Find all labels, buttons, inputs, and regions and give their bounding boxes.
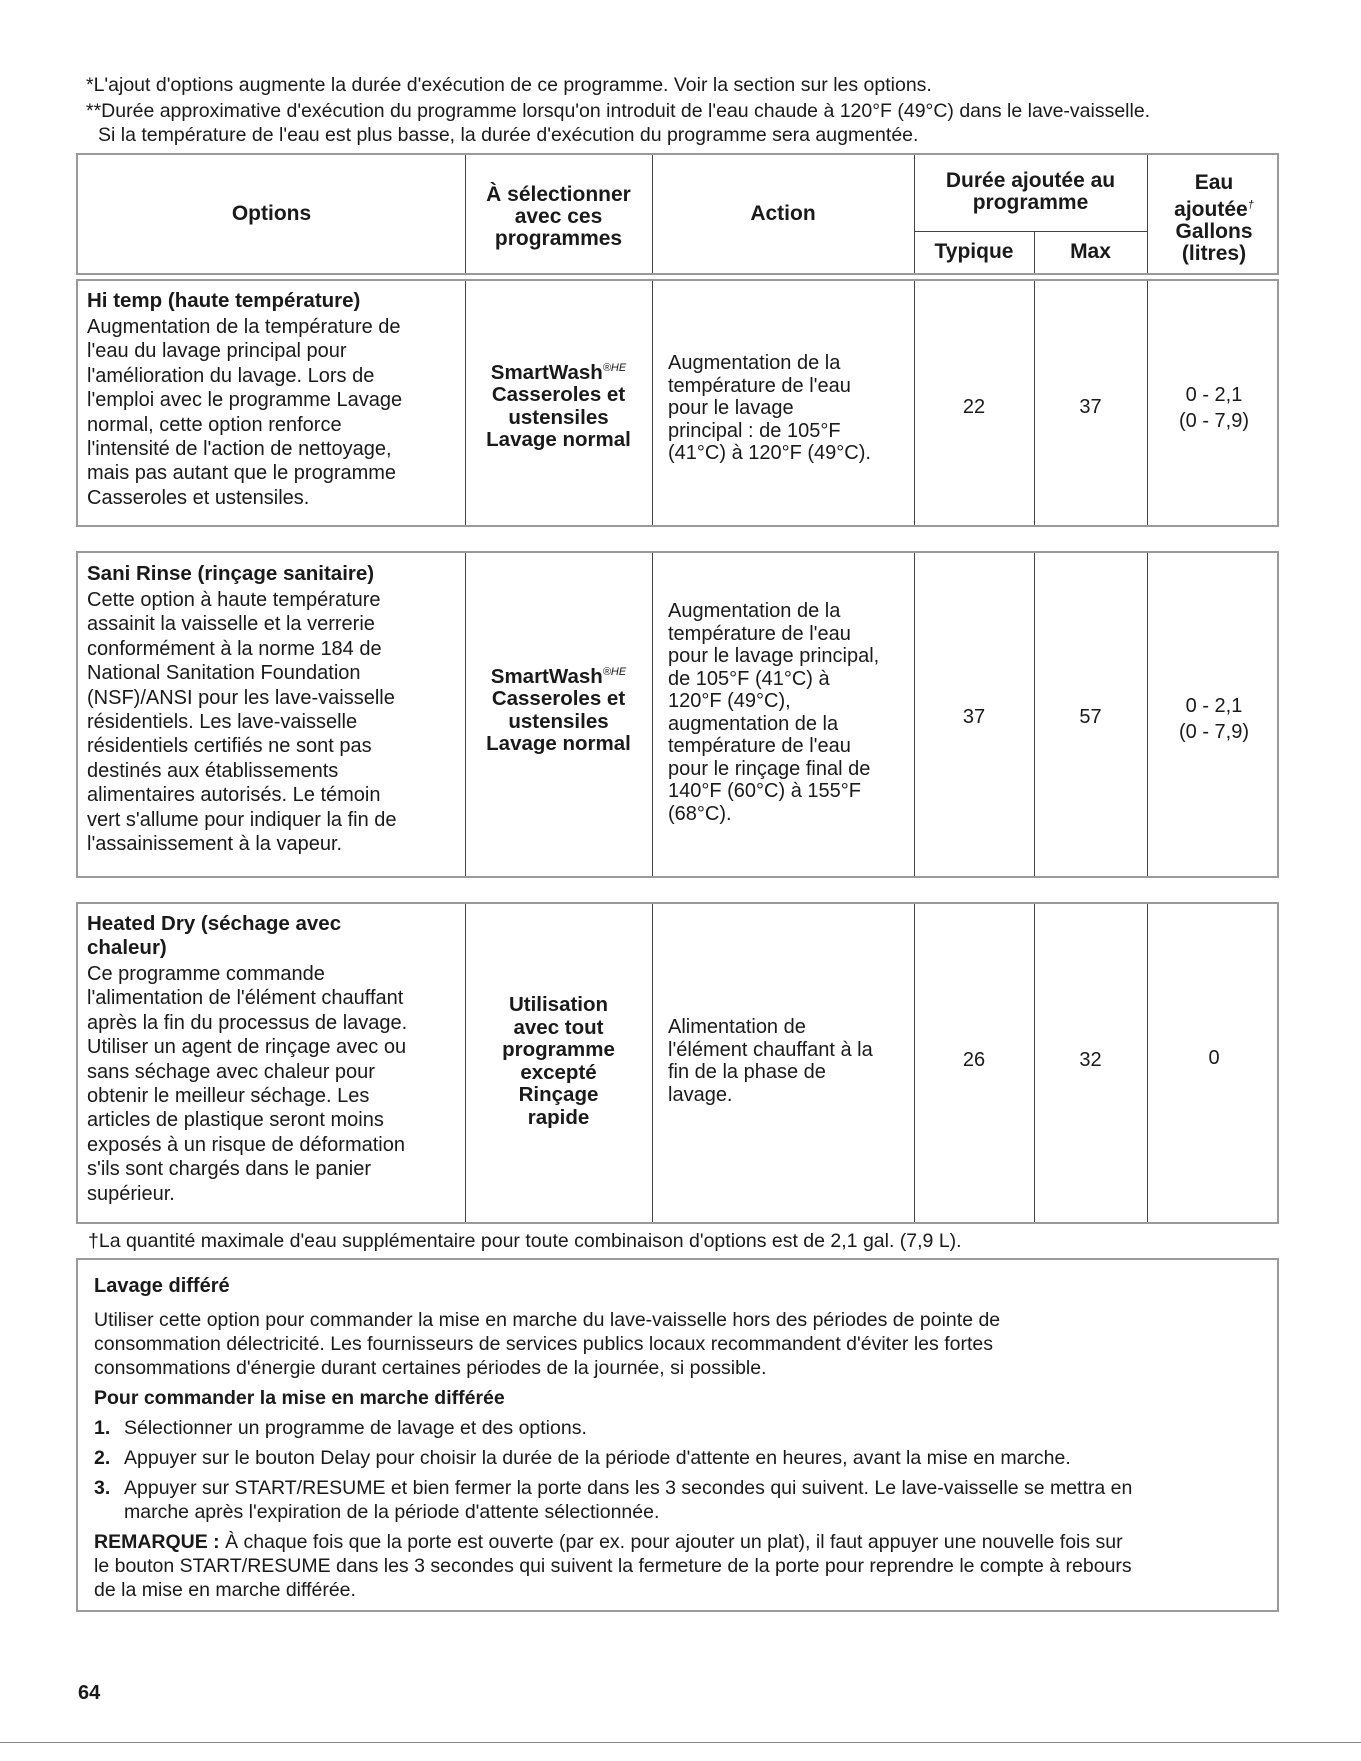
action-text: Alimentation de l'élément chauffant à la fin de la phase de lavage. [668, 1016, 873, 1106]
max-value: 37 [1079, 396, 1102, 418]
option-title: Hi temp (haute température) [87, 289, 361, 312]
header-max: Max [1070, 240, 1111, 263]
note-2-line-2: Si la température de l'eau est plus basse, la durée d'exécution du programme sera augmentée. [98, 124, 919, 146]
action-text: Augmentation de la température de l'eau pour le lavage principal : de 105°F (41°C) à 120°F (49°C). [668, 352, 871, 464]
delay-step-1: 1. Sélectionner un programme de lavage et des options. [94, 1417, 587, 1439]
program-list: SmartWash$^{®HE}$ Casseroles et ustensiles Lavage normal [486, 664, 631, 756]
bottom-rule [0, 1742, 1361, 1743]
delay-title: Lavage différé [94, 1275, 230, 1297]
max-value: 32 [1079, 1049, 1102, 1071]
option-title: Heated Dry (séchage avec chaleur) [87, 912, 342, 959]
header-duration: Durée ajoutée au programme [945, 169, 1116, 214]
delay-step-3: 3. Appuyer sur START/RESUME et bien fermer la porte dans les 3 secondes qui suivent. Le lave-vaisselle se mettra en marche après l'expiration de la période d'attente sélectionnée. [94, 1477, 1133, 1523]
delay-step-2: 2. Appuyer sur le bouton Delay pour choisir la durée de la période d'attente en heures, avant la mise en marche. [94, 1447, 1071, 1469]
header-typical: Typique [934, 240, 1014, 263]
delay-remark: REMARQUE : À chaque fois que la porte est ouverte (par ex. pour ajouter un plat), il faut appuyer une nouvelle fois sur le bouton START/RESUME dans les 3 secondes qui suivent la fermeture de la porte pour reprendre le compte à rebours de la mise en marche différée. [94, 1531, 1132, 1601]
note-1: *L'ajout d'options augmente la durée d'exécution de ce programme. Voir la section sur les options. [86, 74, 932, 96]
delay-subtitle: Pour commander la mise en marche différée [94, 1387, 505, 1409]
program-list: Utilisation avec tout programme excepté Rinçage rapide [502, 993, 615, 1129]
max-value: 57 [1079, 706, 1102, 728]
header-action: Action [750, 202, 816, 225]
water-value: 0 [1208, 1047, 1220, 1069]
table-row: Hi temp (haute température) Augmentation de la température de l'eau du lavage principal pour l'amélioration du lavage. Lors de l'emploi avec le programme Lavage normal, cette option renforce l'intensité de l'action de nettoyage, mais pas autant que le programme Casseroles et ustensiles. SmartWash$^{®HE}$ Casseroles et ustensiles Lavage normal Augmentation de la température de l'eau pour le lavage principal : de 105°F (41°C) à 120°F (49°C). 22 37 0 - 2,1 (0 - 7,9) [76, 279, 1279, 527]
note-2-line-1: **Durée approximative d'exécution du programme lorsqu'on introduit de l'eau chaude à 120°F (49°C) dans le lave-vaisselle. [86, 100, 1151, 122]
water-footnote: †La quantité maximale d'eau supplémentaire pour toute combinaison d'options est de 2,1 gal. (7,9 L). [88, 1230, 962, 1252]
water-value: 0 - 2,1 (0 - 7,9) [1178, 695, 1250, 743]
header-select: À sélectionner avec ces programmes [486, 183, 631, 250]
program-list: SmartWash$^{®HE}$ Casseroles et ustensiles Lavage normal [486, 360, 631, 452]
option-title: Sani Rinse (rinçage sanitaire) [87, 562, 375, 585]
typical-value: 37 [962, 706, 986, 728]
delay-intro: Utiliser cette option pour commander la mise en marche du lave-vaisselle hors des périodes de pointe de consommation délectricité. Les fournisseurs de services publics locaux recommandent d'éviter les fortes consommations d'énergie durant certaines périodes de la journée, si possible. [94, 1309, 1001, 1379]
delay-section [76, 1258, 1279, 1612]
typical-value: 22 [962, 396, 986, 418]
action-text: Augmentation de la température de l'eau pour le lavage principal, de 105°F (41°C) à 120°F (49°C), augmentation de la température de l'eau pour le rinçage final de 140°F (60°C) à 155°F (68°C). [668, 600, 880, 825]
page-number: 64 [78, 1682, 101, 1704]
table-row: Heated Dry (séchage avec chaleur) Ce programme commande l'alimentation de l'élément chauffant après la fin du processus de lavage. Utiliser un agent de rinçage avec ou sans séchage avec chaleur pour obtenir le meilleur séchage. Les articles de plastique seront moins exposés à un risque de déformation s'ils sont chargés dans le panier supérieur. Utilisation avec tout programme excepté Rinçage rapide Alimentation de l'élément chauffant à la fin de la phase de lavage. 26 32 0 [76, 902, 1279, 1224]
header-options: Options [231, 202, 312, 225]
table-header [76, 153, 1279, 275]
typical-value: 26 [962, 1049, 986, 1071]
water-value: 0 - 2,1 (0 - 7,9) [1178, 384, 1250, 432]
table-row: Sani Rinse (rinçage sanitaire) Cette option à haute température assainit la vaisselle et la verrerie conformément à la norme 184 de National Sanitation Foundation (NSF)/ANSI pour les lave-vaisselle résidentiels. Les lave-vaisselle résidentiels certifiés ne sont pas destinés aux établissements alimentaires autorisés. Le témoin vert s'allume pour indiquer la fin de l'assainissement à la vapeur. SmartWash$^{®HE}$ Casseroles et ustensiles Lavage normal Augmentation de la température de l'eau pour le lavage principal, de 105°F (41°C) à 120°F (49°C), augmentation de la température de l'eau pour le rinçage final de 140°F (60°C) à 155°F (68°C). 37 57 0 - 2,1 (0 - 7,9) [76, 551, 1279, 878]
header-water: Eau ajoutée† Gallons (litres) [1174, 171, 1254, 265]
